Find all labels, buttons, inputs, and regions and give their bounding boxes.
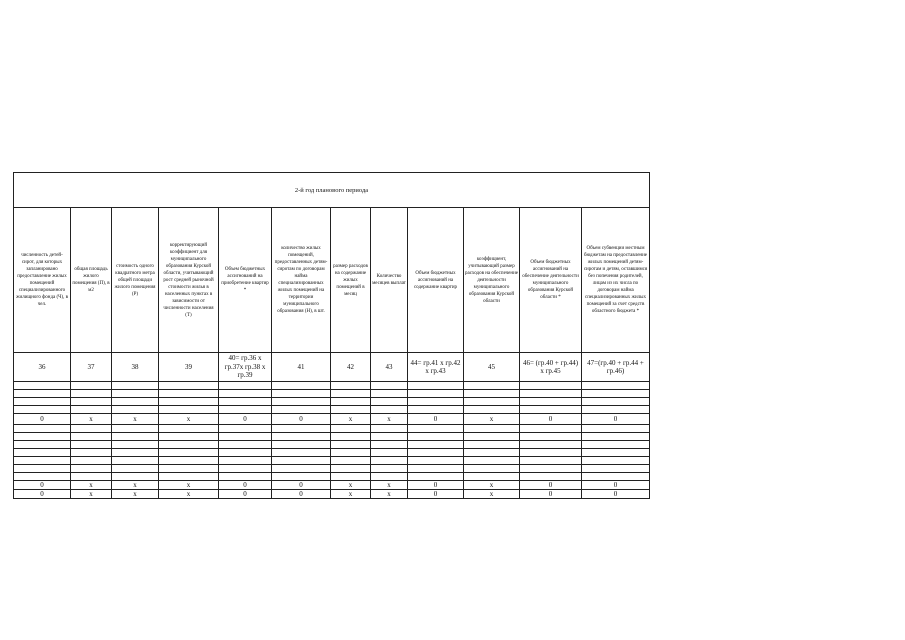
empty-row (14, 382, 650, 390)
table-cell: x (331, 481, 371, 490)
empty-row (14, 449, 650, 457)
column-number: 36 (14, 353, 71, 382)
table-cell: 0 (14, 490, 71, 499)
column-number: 47=(гр.40 + гр.44 + гр.46) (582, 353, 650, 382)
empty-row (14, 425, 650, 433)
table-cell: x (71, 490, 112, 499)
column-header: общая площадь жилого помещения (П), в м2 (71, 208, 112, 353)
column-header: Объем бюджетных ассигнований на содержание квартир (408, 208, 464, 353)
table-cell: 0 (219, 490, 272, 499)
table-cell: 0 (408, 490, 464, 499)
table-cell: x (371, 481, 408, 490)
column-header: Объем бюджетных ассигнований на приобретение квартир * (219, 208, 272, 353)
column-number: 44= гр.41 х гр.42 х гр.43 (408, 353, 464, 382)
column-number: 42 (331, 353, 371, 382)
table-cell: x (112, 490, 159, 499)
budget-table (13, 172, 650, 499)
empty-row (14, 441, 650, 449)
table-cell: x (159, 414, 219, 425)
column-header: корректирующий коэффициент для муниципального образования Курской области, учитывающий рост средней рыночной стоимости жилья в населенных пунктах в зависимости от численности населения (Т) (159, 208, 219, 353)
table-cell: 0 (520, 414, 582, 425)
table-cell: x (159, 490, 219, 499)
table-cell: 0 (14, 481, 71, 490)
empty-row (14, 433, 650, 441)
table-cell: x (331, 490, 371, 499)
empty-row (14, 406, 650, 414)
table-row (14, 481, 650, 490)
table-cell: x (464, 490, 520, 499)
table-cell: x (112, 481, 159, 490)
header-row (14, 208, 650, 353)
column-number-row (14, 353, 650, 382)
table-cell: 0 (272, 490, 331, 499)
empty-row (14, 390, 650, 398)
table-cell: 0 (408, 414, 464, 425)
column-number: 38 (112, 353, 159, 382)
column-header: размер расходов на содержание жилых помещений в месяц (331, 208, 371, 353)
table-cell: 0 (272, 414, 331, 425)
table-cell: x (371, 414, 408, 425)
table-cell: 0 (582, 481, 650, 490)
table-cell: 0 (582, 490, 650, 499)
period-title: 2-й год планового периода (14, 173, 650, 208)
column-number: 37 (71, 353, 112, 382)
empty-row (14, 457, 650, 465)
table-cell: 0 (272, 481, 331, 490)
column-header: количество жилых помещений, предоставленных детям-сиротам по договорам найма специализированных жилых помещений на территории муниципального образования (Н), в шт. (272, 208, 331, 353)
table-row (14, 414, 650, 425)
empty-row (14, 473, 650, 481)
column-number: 40= гр.36 х гр.37х гр.38 х гр.39 (219, 353, 272, 382)
table-cell: 0 (219, 414, 272, 425)
table-row (14, 490, 650, 499)
table-cell: x (331, 414, 371, 425)
table-cell: x (464, 414, 520, 425)
table-cell: x (112, 414, 159, 425)
table-cell: 0 (408, 481, 464, 490)
column-number: 43 (371, 353, 408, 382)
table-cell: x (159, 481, 219, 490)
column-number: 46= (гр.40 + гр.44) х гр.45 (520, 353, 582, 382)
column-number: 45 (464, 353, 520, 382)
table-cell: 0 (219, 481, 272, 490)
column-header: Объем бюджетных ассигнований на обеспечение деятельности муниципального образования Курской области * (520, 208, 582, 353)
budget-table-sheet (13, 172, 650, 499)
table-cell: x (464, 481, 520, 490)
column-header: численность детей-сирот, для которых запланировано предоставление жилых помещений специализированного жилищного фонда (Ч), в чел. (14, 208, 71, 353)
table-cell: x (371, 490, 408, 499)
column-number: 41 (272, 353, 331, 382)
empty-row (14, 465, 650, 473)
column-header: стоимость одного квадратного метра общей площади жилого помещения (Р) (112, 208, 159, 353)
table-cell: 0 (582, 414, 650, 425)
empty-row (14, 398, 650, 406)
column-header: Количество месяцев выплат (371, 208, 408, 353)
column-header: коэффициент, учитывающий размер расходов на обеспечение деятельности муниципального образования Курской области (464, 208, 520, 353)
column-header: Объем субвенции местным бюджетам на предоставление жилых помещений детям-сиротам и детям, оставшимся без попечения родителей, лицам из их числа по договорам найма специализированных жилых помещений за счет средств областного бюджета * (582, 208, 650, 353)
table-cell: x (71, 414, 112, 425)
table-cell: 0 (14, 414, 71, 425)
table-cell: x (71, 481, 112, 490)
column-number: 39 (159, 353, 219, 382)
table-cell: 0 (520, 481, 582, 490)
table-cell: 0 (520, 490, 582, 499)
